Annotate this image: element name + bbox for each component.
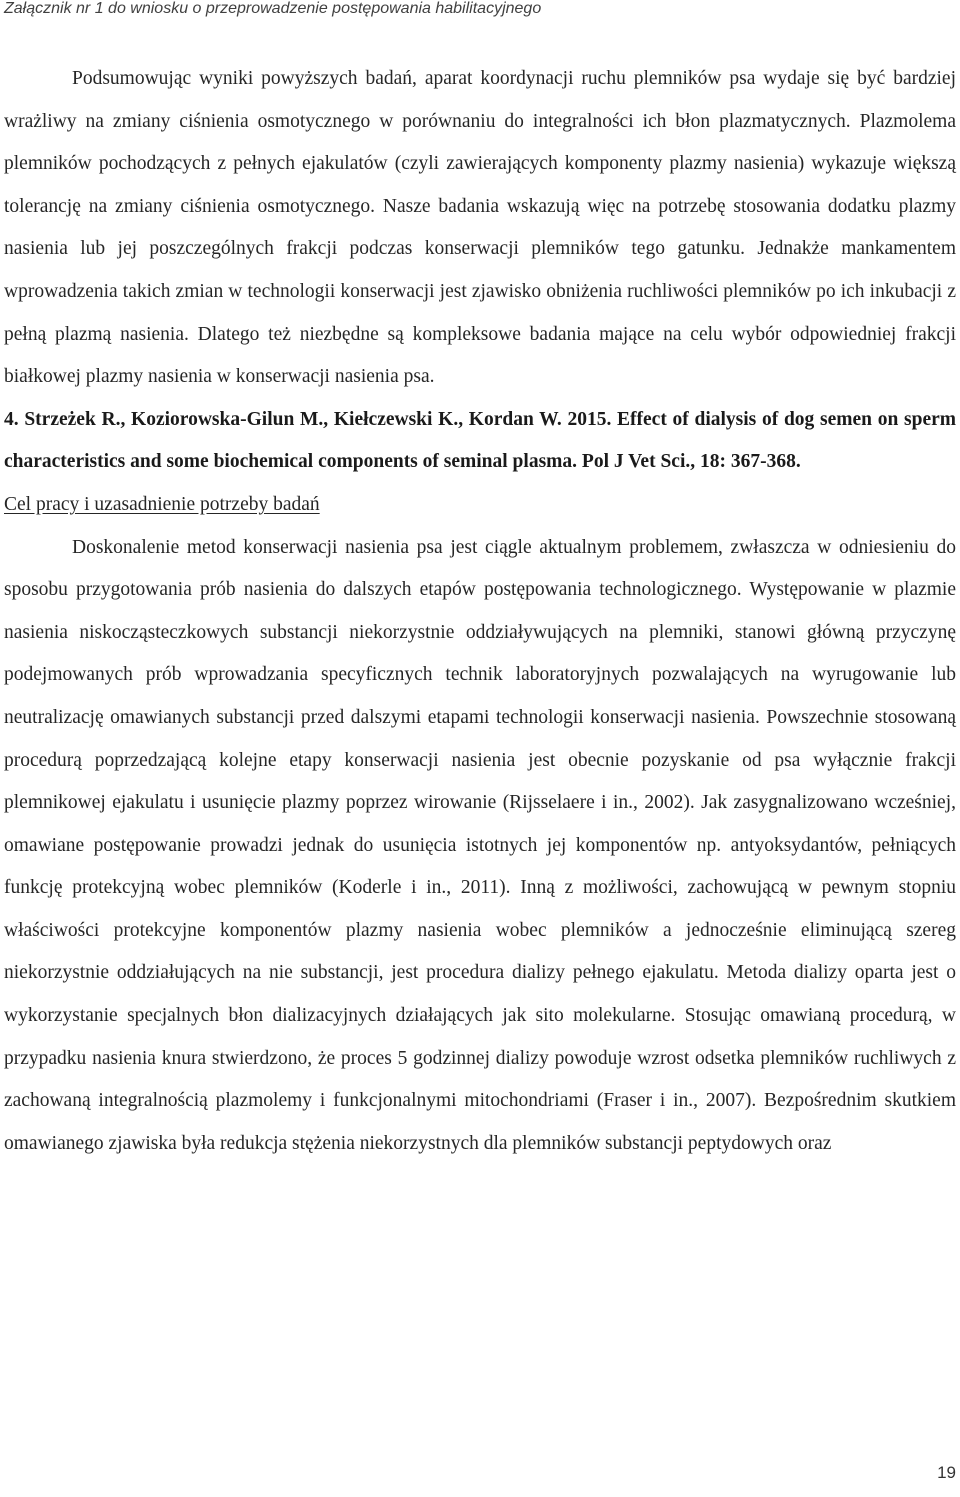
summary-paragraph: Podsumowując wyniki powyższych badań, aparat koordynacji ruchu plemników psa wydaje się być bardziej wrażliwy na zmiany ciśnienia osmotycznego w porównaniu do integralności ich błon plazmatycznych. Plazmolema plemników pochodzących z pełnych ejakulatów (czyli zawierających komponenty plazmy nasienia) wykazuje większą tolerancję na zmiany ciśnienia osmotycznego. Nasze badania wskazują więc na potrzebę stosowania dodatku plazmy nasienia lub jej poszczególnych frakcji podczas konserwacji plemników tego gatunku. Jednakże mankamentem wprowadzenia takich zmian w technologii konserwacji jest zjawisko obniżenia ruchliwości plemników po ich inkubacji z pełną plazmą nasienia. Dlatego też niezbędne są kompleksowe badania mające na celu wybór odpowiedniej frakcji białkowej plazmy nasienia w konserwacji nasienia psa. — [4, 68, 956, 388]
publication-citation: 4. Strzeżek R., Koziorowska-Gilun M., Kiełczewski K., Kordan W. 2015. Effect of dialysis of dog semen on sperm characteristics and some biochemical components of seminal plasma. Pol J Vet Sci., 18: 367-368. — [4, 408, 956, 473]
page-number: 19 — [937, 1463, 956, 1482]
body-paragraph: Doskonalenie metod konserwacji nasienia psa jest ciągle aktualnym problemem, zwłaszcza w odniesieniu do sposobu przygotowania prób nasienia do dalszych etapów postępowania technologicznego. Występowanie w plazmie nasienia niskocząsteczkowych substancji niekorzystnie oddziaływujących na plemniki, stanowi główną przyczynę podejmowanych prób wprowadzania specyficznych technik laboratoryjnych pozwalających na wyrugowanie lub neutralizację omawianych substancji przed dalszymi etapami technologii konserwacji nasienia. Powszechnie stosowaną procedurą poprzedzającą kolejne etapy konserwacji nasienia jest obecnie pozyskanie od psa wyłącznie frakcji plemnikowej ejakulatu i usunięcie plazmy poprzez wirowanie (Rijsselaere i in., 2002). Jak zasygnalizowano wcześniej, omawiane postępowanie prowadzi jednak do usunięcia istotnych jej komponentów np. antyoksydantów, pełniących funkcję protekcyjną wobec plemników (Koderle i in., 2011). Inną z możliwości, zachowującą w pewnym stopniu właściwości protekcyjne komponentów plazmy nasienia wobec plemników a jednocześnie eliminującą szereg niekorzystnie oddziałujących na nie substancji, jest procedura dializy pełnego ejakulatu. Metoda dializy oparta jest o wykorzystanie specjalnych błon dializacyjnych działających jak sito molekularne. Stosując omawianą procedurą, w przypadku nasienia knura stwierdzono, że proces 5 godzinnej dializy powoduje wzrost odsetka plemników ruchliwych z zachowaną integralnością plazmolemy i funkcjonalnymi mitochondriami (Fraser i in., 2007). Bezpośrednim skutkiem omawianego zjawiska była redukcja stężenia niekorzystnych dla plemników substancji peptydowych oraz — [4, 536, 956, 1154]
document-header: Załącznik nr 1 do wniosku o przeprowadzenie postępowania habilitacyjnego — [4, 0, 542, 17]
section-title: Cel pracy i uzasadnienie potrzeby badań — [4, 493, 320, 515]
page-content — [4, 58, 956, 1165]
